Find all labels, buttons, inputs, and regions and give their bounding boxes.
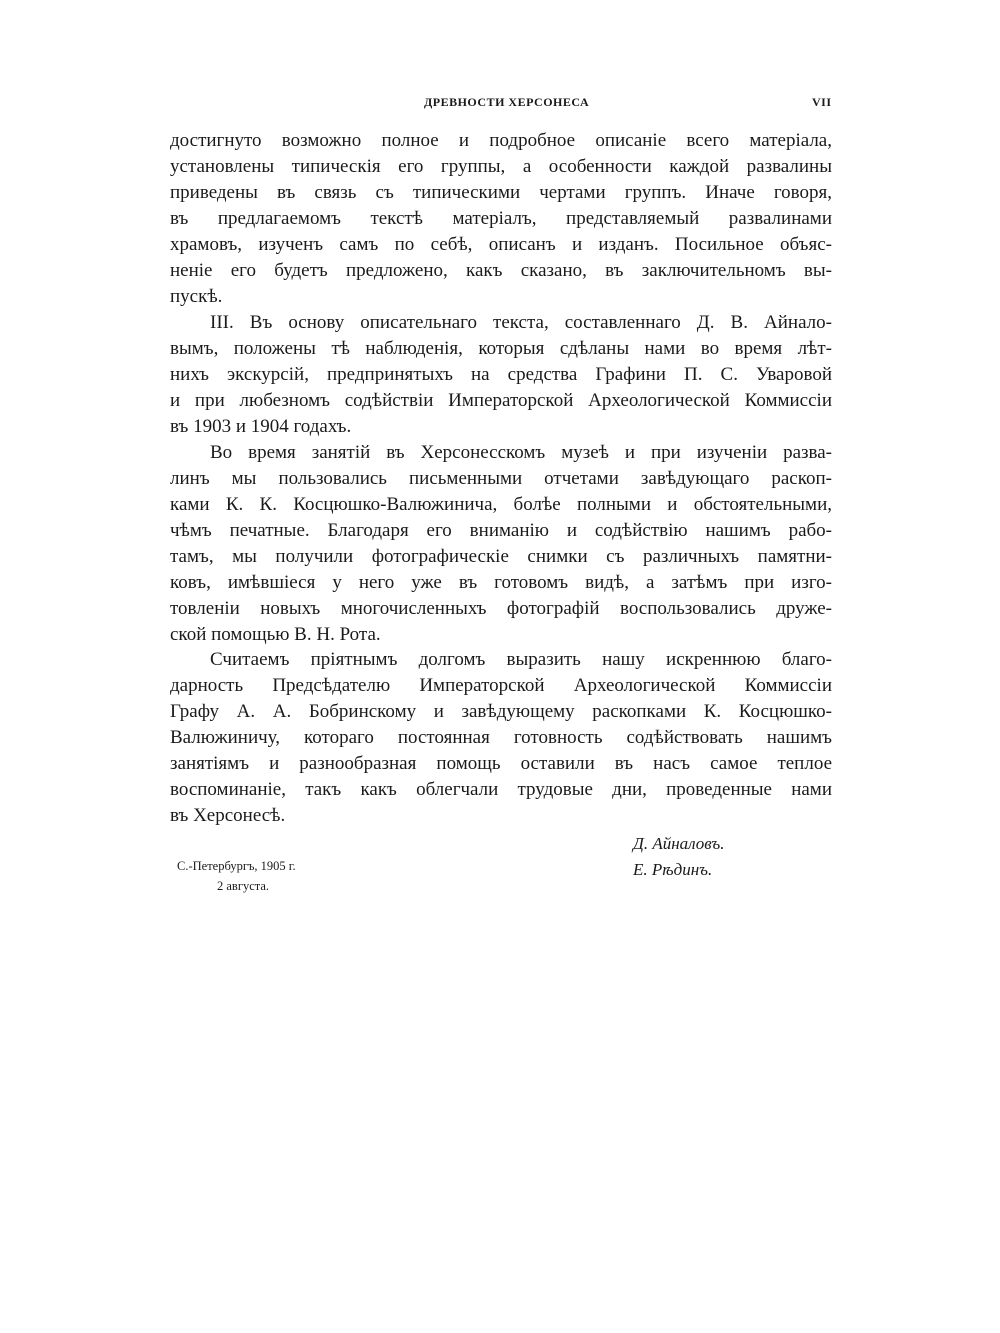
paragraph-4-line: воспоминаніе, такъ какъ облегчали трудовые дни, проведенные нами [170,779,832,800]
paragraph-3-line: ками К. К. Косцюшко-Валюжинича, болѣе полными и обстоятельными, [170,494,832,515]
paragraph-4-line: занятіямъ и разнообразная помощь оставили въ насъ самое теплое [170,753,832,774]
paragraph-4-line: Графу А. А. Бобринскому и завѣдующему раскопками К. Косцюшко- [170,701,832,722]
paragraph-4-line: Валюжиничу, котораго постоянная готовность содѣйствовать нашимъ [170,727,832,748]
paragraph-2-line: вымъ, положены тѣ наблюденія, которыя сдѣланы нами во время лѣт- [170,338,832,359]
paragraph-4-line: Считаемъ пріятнымъ долгомъ выразить нашу искреннюю благо- [210,649,832,670]
date-line: 2 августа. [217,879,270,893]
paragraph-3-line: товленіи новыхъ многочисленныхъ фотографій воспользовались друже- [170,598,832,619]
signature-ainalov: Д. Айналовъ. [633,834,725,853]
paragraph-2-line: и при любезномъ содѣйствіи Императорской Археологической Коммиссіи [170,390,832,411]
paragraph-3-line: ковъ, имѣвшіеся у него уже въ готовомъ видѣ, а затѣмъ при изго- [170,572,832,593]
paragraph-3-line: тамъ, мы получили фотографическіе снимки съ различныхъ памятни- [170,546,832,567]
paragraph-3-line: чѣмъ печатные. Благодаря его вниманію и содѣйствію нашимъ рабо- [170,520,832,541]
page-number: VII [812,95,832,109]
paragraph-4-line: дарность Предсѣдателю Императорской Археологической Коммиссіи [170,675,832,696]
paragraph-4-line: въ Херсонесѣ. [170,805,286,826]
paragraph-1-line: достигнуто возможно полное и подробное описаніе всего матеріала, [170,130,832,151]
paragraph-2-line: въ 1903 и 1904 годахъ. [170,416,352,437]
paragraph-2-line: нихъ экскурсій, предпринятыхъ на средства Графини П. С. Уваровой [170,364,832,385]
paragraph-2-line: III. Въ основу описательнаго текста, составленнаго Д. В. Айнало- [210,312,832,333]
paragraph-1-line: приведены въ связь съ типическими чертами группъ. Иначе говоря, [170,182,832,203]
paragraph-1-line: установлены типическія его группы, а особенности каждой развалины [170,156,832,177]
paragraph-3-line: Во время занятій въ Херсонесскомъ музеѣ и при изученіи разва- [210,442,832,463]
signature-redin: Е. Рѣдинъ. [633,860,713,879]
paragraph-3-line: линъ мы пользовались письменными отчетами завѣдующаго раскоп- [170,468,832,489]
paragraph-1-line: храмовъ, изученъ самъ по себѣ, описанъ и изданъ. Посильное объяс- [170,234,832,255]
place-line: С.-Петербургъ, 1905 г. [177,859,296,873]
paragraph-1-line: неніе его будетъ предложено, какъ сказано, въ заключительномъ вы- [170,260,832,281]
paragraph-1-line: въ предлагаемомъ текстѣ матеріалъ, представляемый развалинами [170,208,832,229]
paragraph-3-line: ской помощью В. Н. Рота. [170,624,381,645]
running-title: ДРЕВНОСТИ ХЕРСОНЕСА [424,95,590,109]
paragraph-1-line: пускѣ. [170,286,223,307]
